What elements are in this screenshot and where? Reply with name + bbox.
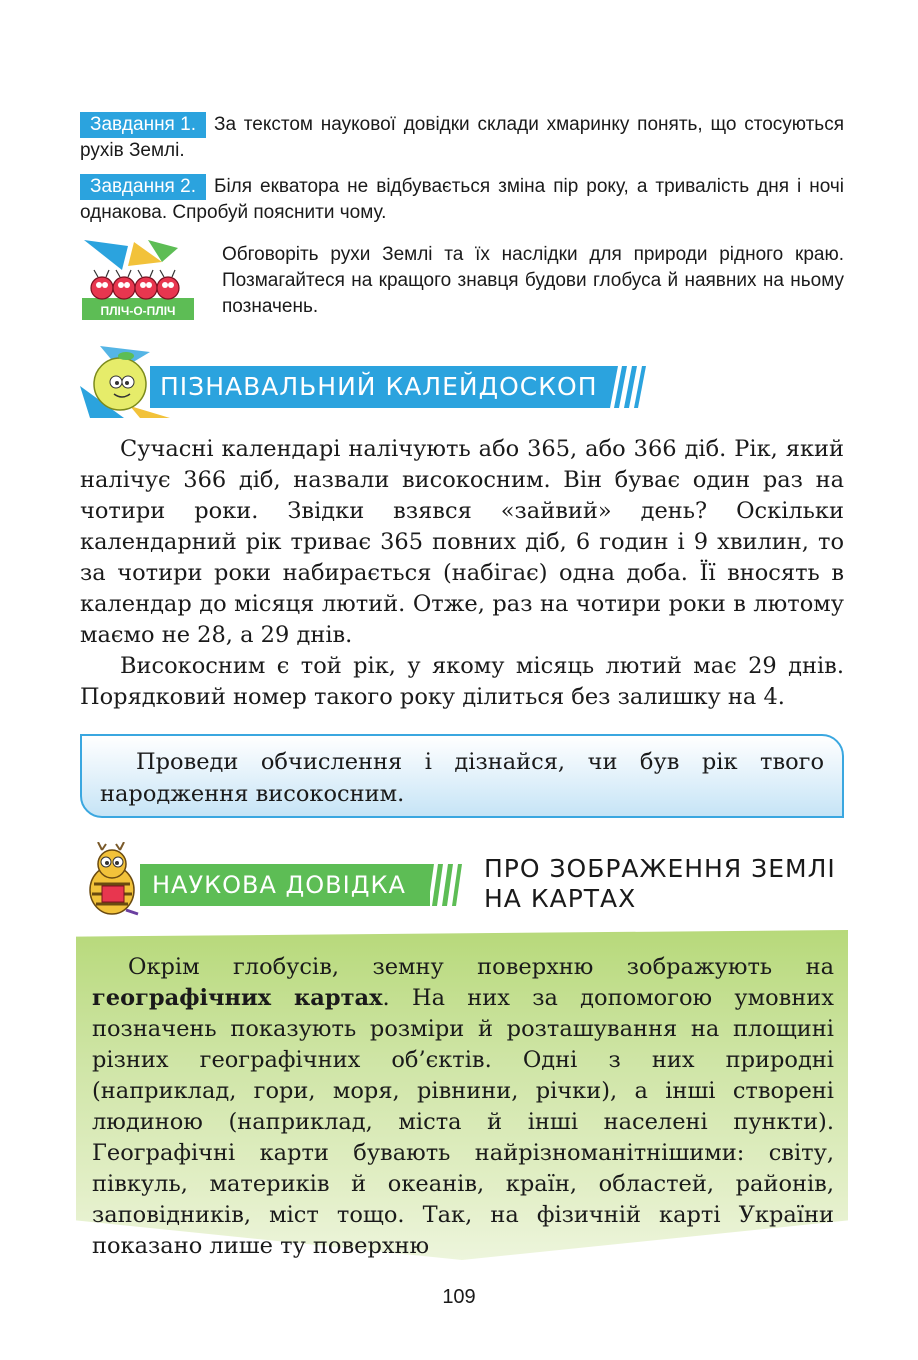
task-1-text: За текстом наукової довідки склади хмаринку понять, що стосуються рухів Землі. bbox=[80, 114, 844, 161]
kaleidoscope-paragraph-2: Високосним є той рік, у якому місяць лютий має 29 днів. Порядковий номер такого року ділиться без залишку на 4. bbox=[80, 653, 844, 710]
kaleidoscope-heading: ПІЗНАВАЛЬНИЙ КАЛЕЙДОСКОП bbox=[150, 366, 610, 408]
pair-work-badge-icon bbox=[78, 240, 196, 324]
pair-work-badge-label: ПЛІЧ-О-ПЛІЧ bbox=[100, 304, 176, 318]
kaleidoscope-paragraph-1: Сучасні календарі налічують або 365, або 366 діб. Рік, який налічує 366 діб, назвали високосним. Він буває один раз на чотири роки. Звідки взявся «зайвий» день? Оскільки календарний рік триває 365 повних діб, 6 годин і 9 хвилин, то за чотири роки набирається (набігає) одна доба. Її вносять в календар до місяця лютий. Отже, раз на чотири роки в лютому маємо не 28, а 29 днів. bbox=[80, 436, 844, 648]
task-2-text: Біля екватора не відбувається зміна пір року, а тривалість дня і ночі однакова. Спробуй пояснити чому. bbox=[80, 176, 844, 223]
scientific-reference-heading: НАУКОВА ДОВІДКА bbox=[140, 864, 430, 906]
pair-work-text: Обговоріть рухи Землі та їх наслідки для природи рідного краю. Позмагайтеся на кращого знавця будови глобуса й наявних на ньому позначень. bbox=[222, 244, 844, 317]
reference-title: ПРО ЗОБРАЖЕННЯ ЗЕМЛІ НА КАРТАХ bbox=[484, 854, 836, 913]
heading-stripes-decoration bbox=[606, 366, 652, 408]
task-2 bbox=[80, 174, 844, 226]
task-2-label: Завдання 2. bbox=[80, 174, 206, 200]
task-box-text: Проведи обчислення і дізнайся, чи був рік твого народження високосним. bbox=[100, 749, 824, 807]
task-box bbox=[80, 734, 844, 818]
reference-bold-term: географічних картах bbox=[92, 985, 383, 1011]
reference-body bbox=[92, 952, 834, 1262]
heading-stripes-decoration-green bbox=[426, 864, 464, 906]
page-number: 109 bbox=[442, 1286, 476, 1308]
task-1 bbox=[80, 112, 844, 164]
reference-paragraph bbox=[92, 952, 834, 1262]
reference-intro: Окрім глобусів, земну поверхню зображують на bbox=[128, 954, 834, 980]
task-1-label: Завдання 1. bbox=[80, 112, 206, 138]
reference-rest: . На них за допомогою умовних позначень показують розміри й розташування на площині різних географічних об’єктів. Одні з них природні (наприклад, гори, моря, рівнини, річки), а інші створені людиною (наприклад, міста й інші населені пункти). Географічні карти бувають найрізноманітнішими: світу, півкуль, материків й океанів, країн, областей, районів, заповідників, міст тощо. Так, на фізичній карті України показано лише ту поверхню bbox=[92, 985, 834, 1259]
kaleidoscope-body bbox=[80, 434, 844, 713]
bee-reader-icon bbox=[80, 842, 146, 916]
